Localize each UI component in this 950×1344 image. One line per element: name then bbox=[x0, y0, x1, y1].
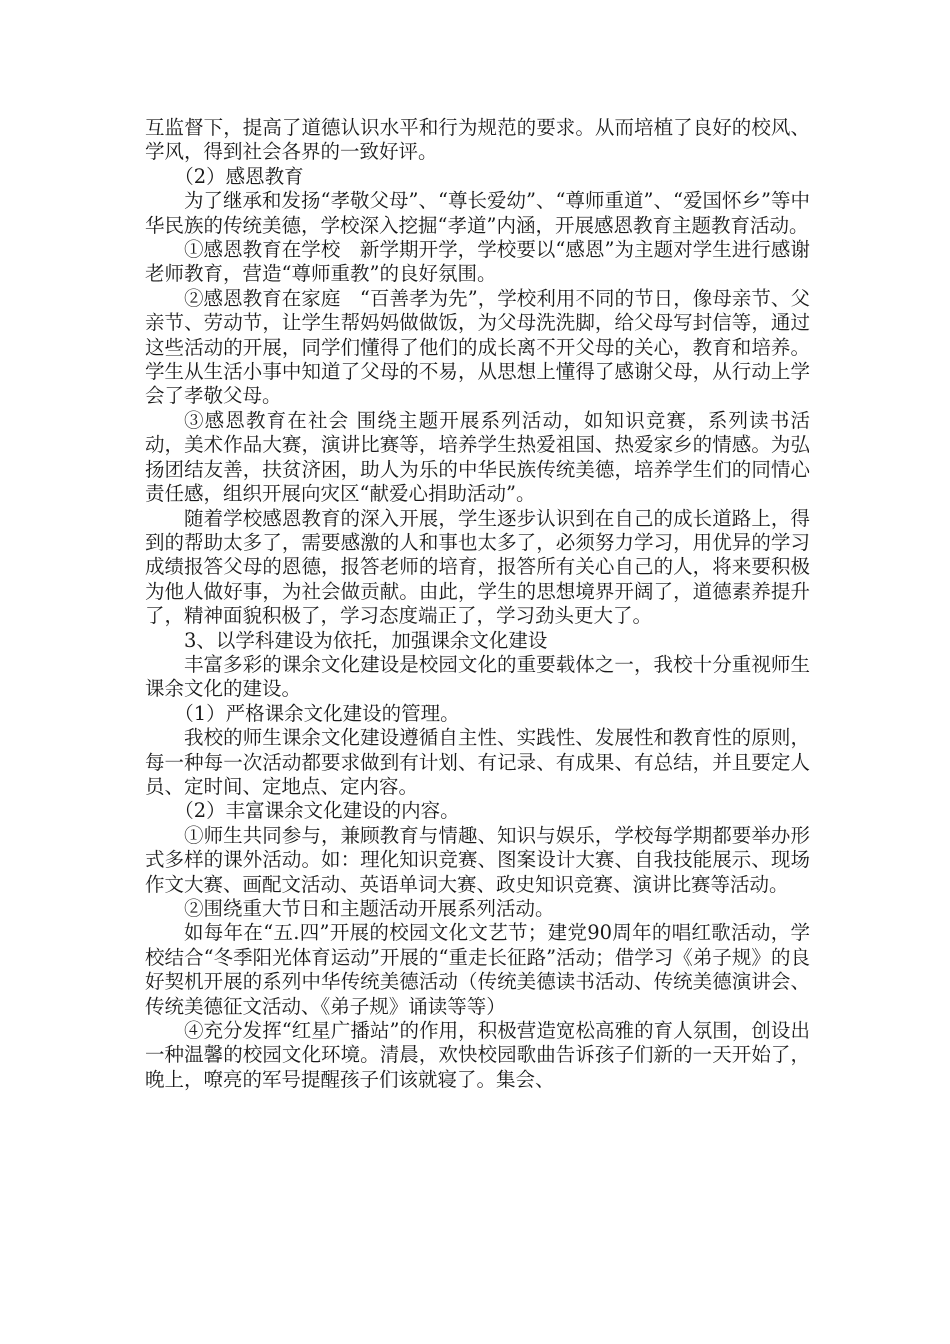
paragraph: 我校的师生课余文化建设遵循自主性、实践性、发展性和教育性的原则，每一种每一次活动都要求做到有计划、有记录、有成果、有总结，并且要定人员、定时间、定地点、定内容。 bbox=[145, 726, 810, 798]
section-heading: （2）丰富课余文化建设的内容。 bbox=[174, 799, 460, 823]
section-heading: （1）严格课余文化建设的管理。 bbox=[174, 701, 460, 725]
section-heading: 3、以学科建设为依托，加强课余文化建设 bbox=[184, 628, 548, 652]
paragraph: 互监督下，提高了道德认识水平和行为规范的要求。从而培植了良好的校风、学风，得到社会各界的一致好评。 bbox=[145, 116, 810, 164]
paragraph: ①师生共同参与，兼顾教育与情趣、知识与娱乐，学校每学期都要举办形式多样的课外活动。如：理化知识竞赛、图案设计大赛、自我技能展示、现场作文大赛、画配文活动、英语单词大赛、政史知识竞赛、演讲比赛等活动。 bbox=[145, 823, 810, 896]
paragraph: ②感恩教育在家庭 “百善孝为先”，学校利用不同的节日，像母亲节、父亲节、劳动节，让学生帮妈妈做做饭，为父母洗洗脚，给父母写封信等，通过这些活动的开展，同学们懂得了他们的成长离不开父母的关心，教育和培养。学生从生活小事中知道了父母的不易，从思想上懂得了感谢父母，从行动上学会了孝敬父母。 bbox=[145, 286, 810, 408]
paragraph: 如每年在“五.四”开展的校园文化文艺节；建党90周年的唱红歌活动，学校结合“冬季阳光体育运动”开展的“重走长征路”活动；借学习《弟子规》的良好契机开展的系列中华传统美德活动（传统美德读书活动、传统美德演讲会、传统美德征文活动、《弟子规》诵读等等） bbox=[145, 921, 810, 1018]
paragraph: 随着学校感恩教育的深入开展，学生逐步认识到在自己的成长道路上，得到的帮助太多了，需要感激的人和事也太多了，必须努力学习，用优异的学习成绩报答父母的恩德，报答老师的培育，报答所有关心自己的人，将来要积极为他人做好事，为社会做贡献。由此，学生的思想境界开阔了，道德素养提升了，精神面貌积极了，学习态度端正了，学习劲头更大了。 bbox=[145, 506, 810, 628]
paragraph: ②围绕重大节日和主题活动开展系列活动。 bbox=[184, 897, 555, 920]
paragraph: 为了继承和发扬“孝敬父母”、“尊长爱幼”、“尊师重道”、“爱国怀乡”等中华民族的传统美德，学校深入挖掘“孝道”内涵，开展感恩教育主题教育活动。 bbox=[145, 189, 810, 237]
section-heading: （2）感恩教育 bbox=[174, 164, 304, 188]
paragraph: ④充分发挥“红星广播站”的作用，积极营造宽松高雅的育人氛围，创设出一种温馨的校园文化环境。清晨，欢快校园歌曲告诉孩子们新的一天开始了，晚上，嘹亮的军号提醒孩子们该就寝了。集会、 bbox=[145, 1019, 810, 1091]
document-page bbox=[145, 116, 810, 1092]
paragraph: ①感恩教育在学校 新学期开学，学校要以“感恩”为主题对学生进行感谢老师教育，营造“尊师重教”的良好氛围。 bbox=[145, 238, 810, 286]
paragraph: ③感恩教育在社会 围绕主题开展系列活动，如知识竞赛，系列读书活动，美术作品大赛，演讲比赛等，培养学生热爱祖国、热爱家乡的情感。为弘扬团结友善，扶贫济困，助人为乐的中华民族传统美德，培养学生们的同情心责任感，组织开展向灾区“献爱心捐助活动”。 bbox=[145, 408, 810, 506]
paragraph: 丰富多彩的课余文化建设是校园文化的重要载体之一，我校十分重视师生课余文化的建设。 bbox=[145, 652, 810, 701]
